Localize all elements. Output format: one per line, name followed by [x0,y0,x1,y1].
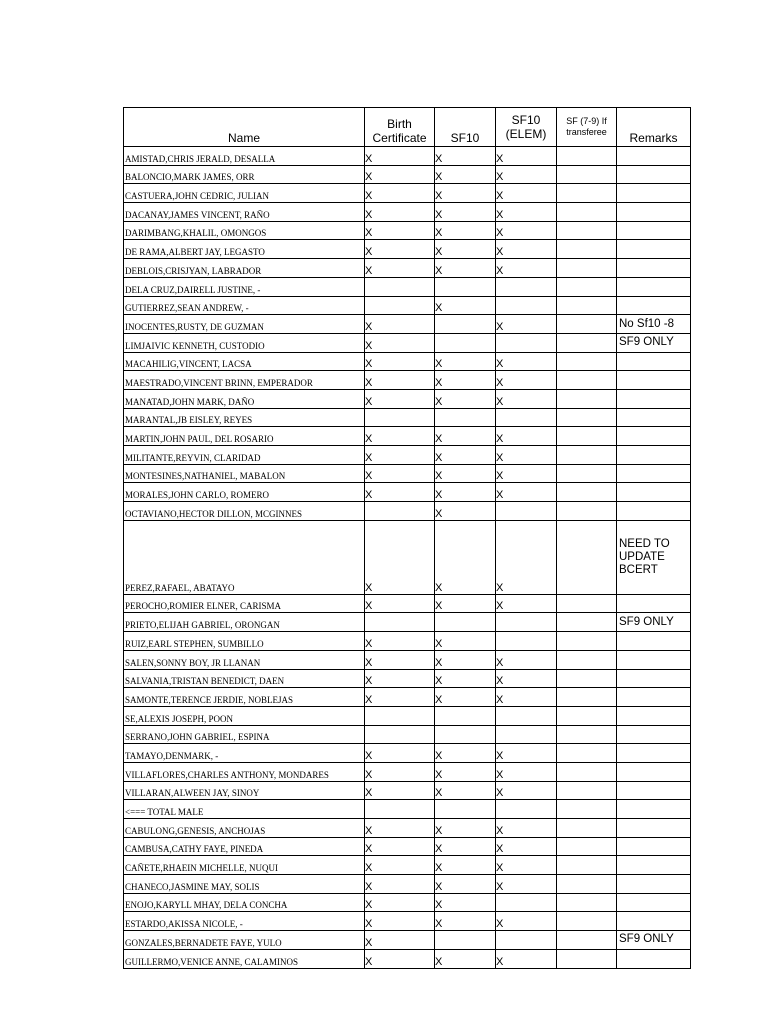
remarks-cell [617,594,691,613]
remarks-cell [617,949,691,968]
birth-certificate-cell [365,613,435,632]
table-row [124,856,691,875]
sf10-cell [435,800,496,819]
student-name-cell: DARIMBANG,KHALIL, OMONGOS [124,221,365,240]
birth-certificate-cell: X [365,446,435,465]
remarks-cell [617,502,691,521]
student-name-cell: MORALES,JOHN CARLO, ROMERO [124,483,365,502]
table-row [124,632,691,651]
table-row [124,165,691,184]
student-name-cell: CASTUERA,JOHN CEDRIC, JULIAN [124,184,365,203]
remarks-cell [617,688,691,707]
student-name-cell: MAESTRADO,VINCENT BRINN, EMPERADOR [124,371,365,390]
sf10-elem-cell [496,706,557,725]
sf79-cell [557,613,617,632]
sf10-cell [435,333,496,352]
student-name-cell: GUILLERMO,VENICE ANNE, CALAMINOS [124,949,365,968]
sf10-elem-cell: X [496,949,557,968]
birth-certificate-cell: X [365,333,435,352]
remarks-cell [617,706,691,725]
table-row [124,483,691,502]
remarks-cell [617,875,691,894]
sf10-elem-cell [496,296,557,315]
birth-certificate-cell: X [365,762,435,781]
student-name-cell: CHANECO,JASMINE MAY, SOLIS [124,875,365,894]
table-row [124,147,691,166]
student-name-cell: GUTIERREZ,SEAN ANDREW, - [124,296,365,315]
birth-certificate-cell: X [365,650,435,669]
table-row [124,744,691,763]
birth-certificate-cell [365,277,435,296]
table-row [124,613,691,632]
table-row [124,352,691,371]
sf79-cell [557,165,617,184]
sf10-elem-cell: X [496,389,557,408]
sf10-cell: X [435,762,496,781]
birth-certificate-cell: X [365,856,435,875]
sf10-elem-cell [496,408,557,427]
sf10-elem-cell: X [496,446,557,465]
student-name-cell: CABULONG,GENESIS, ANCHOJAS [124,819,365,838]
sf10-elem-cell [496,333,557,352]
student-name-cell: PEROCHO,ROMIER ELNER, CARISMA [124,594,365,613]
table-row [124,650,691,669]
sf79-cell [557,856,617,875]
sf10-cell: X [435,632,496,651]
sf10-elem-cell: X [496,669,557,688]
remarks-cell [617,203,691,222]
sf79-cell [557,502,617,521]
table-row [124,594,691,613]
birth-certificate-cell: X [365,315,435,334]
remarks-cell [617,650,691,669]
remarks-cell: SF9 ONLY [617,931,691,950]
student-name-cell: MONTESINES,NATHANIEL, MABALON [124,464,365,483]
sf10-cell [435,613,496,632]
sf79-cell [557,389,617,408]
sf10-cell: X [435,949,496,968]
sf10-elem-cell: X [496,203,557,222]
sf10-elem-cell: X [496,352,557,371]
birth-certificate-cell: X [365,931,435,950]
sf10-elem-cell: X [496,819,557,838]
student-name-cell: CAMBUSA,CATHY FAYE, PINEDA [124,837,365,856]
remarks-cell [617,165,691,184]
student-name-cell: SALVANIA,TRISTAN BENEDICT, DAEN [124,669,365,688]
sf79-cell [557,800,617,819]
birth-certificate-cell: X [365,203,435,222]
sf10-cell: X [435,165,496,184]
remarks-cell [617,819,691,838]
remarks-cell [617,259,691,278]
sf10-elem-cell: X [496,762,557,781]
header-birth-certificate: Birth Certificate [365,108,435,147]
sf10-cell: X [435,912,496,931]
sf10-elem-cell: X [496,427,557,446]
remarks-cell [617,856,691,875]
birth-certificate-cell: X [365,147,435,166]
sf10-cell [435,706,496,725]
remarks-cell [617,371,691,390]
sf79-cell [557,819,617,838]
student-name-cell: PRIETO,ELIJAH GABRIEL, ORONGAN [124,613,365,632]
birth-certificate-cell: X [365,744,435,763]
sf10-cell: X [435,483,496,502]
sf10-elem-cell [496,800,557,819]
student-name-cell: RUIZ,EARL STEPHEN, SUMBILLO [124,632,365,651]
student-name-cell: MARANTAL,JB EISLEY, REYES [124,408,365,427]
sf10-cell: X [435,688,496,707]
birth-certificate-cell: X [365,483,435,502]
sf10-cell: X [435,184,496,203]
sf10-cell [435,277,496,296]
sf79-cell [557,931,617,950]
sf10-cell: X [435,502,496,521]
table-row [124,277,691,296]
header-name: Name [124,108,365,147]
remarks-cell: No Sf10 -8 [617,315,691,334]
sf10-elem-cell [496,725,557,744]
student-name-cell: SE,ALEXIS JOSEPH, POON [124,706,365,725]
birth-certificate-cell: X [365,632,435,651]
sf10-cell [435,408,496,427]
sf79-cell [557,464,617,483]
table-row [124,912,691,931]
sf79-cell [557,147,617,166]
birth-certificate-cell: X [365,688,435,707]
sf10-cell: X [435,427,496,446]
header-remarks: Remarks [617,108,691,147]
student-name-cell: DELA CRUZ,DAIRELL JUSTINE, - [124,277,365,296]
sf10-elem-cell: X [496,856,557,875]
table-row [124,221,691,240]
remarks-cell [617,912,691,931]
sf79-cell [557,427,617,446]
birth-certificate-cell: X [365,240,435,259]
header-sf79-transferee: SF (7-9) If transferee [557,108,617,147]
remarks-cell [617,427,691,446]
remarks-cell [617,184,691,203]
remarks-cell [617,464,691,483]
sf79-cell [557,893,617,912]
remarks-cell: NEED TO UPDATE BCERT [617,520,691,594]
sf79-cell [557,744,617,763]
sf10-elem-cell: X [496,650,557,669]
table-row [124,315,691,334]
remarks-cell [617,296,691,315]
birth-certificate-cell: X [365,389,435,408]
birth-certificate-cell: X [365,875,435,894]
sf10-cell: X [435,296,496,315]
remarks-cell [617,483,691,502]
sf10-cell: X [435,389,496,408]
sf79-cell [557,352,617,371]
birth-certificate-cell: X [365,949,435,968]
sf10-cell: X [435,837,496,856]
table-row [124,502,691,521]
student-name-cell: CAÑETE,RHAEIN MICHELLE, NUQUI [124,856,365,875]
sf10-cell [435,315,496,334]
sf79-cell [557,875,617,894]
birth-certificate-cell: X [365,520,435,594]
table-row [124,408,691,427]
sf79-cell [557,221,617,240]
student-name-cell: MILITANTE,REYVIN, CLARIDAD [124,446,365,465]
sf10-elem-cell: X [496,744,557,763]
student-name-cell: TAMAYO,DENMARK, - [124,744,365,763]
sf79-cell [557,315,617,334]
sf79-cell [557,296,617,315]
sf10-elem-cell: X [496,315,557,334]
sf79-cell [557,762,617,781]
remarks-cell [617,781,691,800]
sf10-elem-cell: X [496,912,557,931]
remarks-cell [617,240,691,259]
sf10-cell: X [435,893,496,912]
remarks-cell [617,800,691,819]
sf79-cell [557,669,617,688]
student-name-cell: DACANAY,JAMES VINCENT, RAÑO [124,203,365,222]
student-name-cell: DE RAMA,ALBERT JAY, LEGASTO [124,240,365,259]
sf79-cell [557,781,617,800]
remarks-cell [617,744,691,763]
remarks-cell: SF9 ONLY [617,333,691,352]
sf79-cell [557,259,617,278]
birth-certificate-cell: X [365,165,435,184]
sf10-cell: X [435,352,496,371]
sf79-cell [557,520,617,594]
remarks-cell [617,893,691,912]
remarks-cell: SF9 ONLY [617,613,691,632]
student-name-cell: SALEN,SONNY BOY, JR LLANAN [124,650,365,669]
table-row [124,389,691,408]
table-row [124,203,691,222]
sf10-elem-cell: X [496,165,557,184]
remarks-cell [617,352,691,371]
remarks-cell [617,837,691,856]
birth-certificate-cell [365,296,435,315]
sf10-cell: X [435,744,496,763]
student-name-cell: <=== TOTAL MALE [124,800,365,819]
sf10-cell: X [435,669,496,688]
sf10-cell: X [435,819,496,838]
table-row [124,800,691,819]
sf10-cell: X [435,259,496,278]
remarks-cell [617,277,691,296]
student-documents-table [123,107,691,969]
sf10-cell: X [435,464,496,483]
sf79-cell [557,632,617,651]
sf10-cell: X [435,221,496,240]
sf10-cell: X [435,203,496,222]
header-row [124,108,691,147]
sf10-cell [435,725,496,744]
sf10-cell: X [435,594,496,613]
student-name-cell: OCTAVIANO,HECTOR DILLON, MCGINNES [124,502,365,521]
remarks-cell [617,632,691,651]
sf10-elem-cell: X [496,147,557,166]
sf10-cell: X [435,875,496,894]
birth-certificate-cell: X [365,781,435,800]
sf79-cell [557,240,617,259]
birth-certificate-cell: X [365,464,435,483]
sf10-elem-cell [496,893,557,912]
sf10-elem-cell [496,632,557,651]
birth-certificate-cell: X [365,427,435,446]
table-row [124,875,691,894]
birth-certificate-cell: X [365,259,435,278]
table-row [124,781,691,800]
sf10-elem-cell: X [496,688,557,707]
table-row [124,520,691,594]
student-name-cell: INOCENTES,RUSTY, DE GUZMAN [124,315,365,334]
table-row [124,669,691,688]
sf10-elem-cell: X [496,221,557,240]
remarks-cell [617,147,691,166]
birth-certificate-cell [365,408,435,427]
student-name-cell: BALONCIO,MARK JAMES, ORR [124,165,365,184]
remarks-cell [617,446,691,465]
table-row [124,259,691,278]
sf10-cell: X [435,856,496,875]
remarks-cell [617,669,691,688]
sf79-cell [557,650,617,669]
sf10-elem-cell: X [496,781,557,800]
table-row [124,949,691,968]
remarks-cell [617,221,691,240]
sf79-cell [557,837,617,856]
birth-certificate-cell: X [365,184,435,203]
table-row [124,446,691,465]
table-row [124,296,691,315]
sf10-cell: X [435,650,496,669]
sf10-elem-cell: X [496,837,557,856]
birth-certificate-cell: X [365,221,435,240]
sf10-cell: X [435,240,496,259]
table-row [124,837,691,856]
sf10-cell [435,931,496,950]
student-name-cell: LIMJAIVIC KENNETH, CUSTODIO [124,333,365,352]
student-name-cell: ENOJO,KARYLL MHAY, DELA CONCHA [124,893,365,912]
student-name-cell: SERRANO,JOHN GABRIEL, ESPINA [124,725,365,744]
birth-certificate-cell: X [365,893,435,912]
student-name-cell: SAMONTE,TERENCE JERDIE, NOBLEJAS [124,688,365,707]
sf79-cell [557,203,617,222]
sf10-elem-cell: X [496,240,557,259]
sf10-elem-cell: X [496,483,557,502]
table-row [124,725,691,744]
table-row [124,688,691,707]
student-name-cell: MACAHILIG,VINCENT, LACSA [124,352,365,371]
remarks-cell [617,408,691,427]
sf10-elem-cell [496,277,557,296]
table-row [124,333,691,352]
sf79-cell [557,594,617,613]
sf10-cell: X [435,446,496,465]
table-row [124,371,691,390]
sf10-elem-cell: X [496,464,557,483]
sf10-cell: X [435,520,496,594]
table-row [124,240,691,259]
remarks-cell [617,389,691,408]
birth-certificate-cell: X [365,669,435,688]
remarks-cell [617,725,691,744]
birth-certificate-cell [365,800,435,819]
table-row [124,464,691,483]
sf10-elem-cell: X [496,371,557,390]
student-name-cell: PEREZ,RAFAEL, ABATAYO [124,520,365,594]
sf10-elem-cell: X [496,594,557,613]
birth-certificate-cell: X [365,837,435,856]
table-row [124,819,691,838]
table-row [124,184,691,203]
birth-certificate-cell [365,706,435,725]
sf79-cell [557,371,617,390]
sf79-cell [557,688,617,707]
student-name-cell: ESTARDO,AKISSA NICOLE, - [124,912,365,931]
student-name-cell: MARTIN,JOHN PAUL, DEL ROSARIO [124,427,365,446]
remarks-cell [617,762,691,781]
sf10-elem-cell: X [496,520,557,594]
header-sf10-elem: SF10 (ELEM) [496,108,557,147]
table-body [124,147,691,969]
table-row [124,427,691,446]
student-name-cell: AMISTAD,CHRIS JERALD, DESALLA [124,147,365,166]
sf10-elem-cell [496,931,557,950]
sf10-elem-cell [496,502,557,521]
sf10-cell: X [435,781,496,800]
sf10-cell: X [435,371,496,390]
student-name-cell: MANATAD,JOHN MARK, DAÑO [124,389,365,408]
sf79-cell [557,277,617,296]
sf79-cell [557,408,617,427]
sf79-cell [557,333,617,352]
student-name-cell: VILLARAN,ALWEEN JAY, SINOY [124,781,365,800]
birth-certificate-cell [365,502,435,521]
sf79-cell [557,184,617,203]
sf10-elem-cell: X [496,184,557,203]
sf79-cell [557,706,617,725]
sf10-elem-cell: X [496,259,557,278]
table-row [124,931,691,950]
sf10-elem-cell: X [496,875,557,894]
table-row [124,706,691,725]
sf79-cell [557,912,617,931]
header-sf10: SF10 [435,108,496,147]
sf10-elem-cell [496,613,557,632]
sf79-cell [557,725,617,744]
sf79-cell [557,949,617,968]
table-row [124,762,691,781]
student-name-cell: DEBLOIS,CRISJYAN, LABRADOR [124,259,365,278]
student-name-cell: GONZALES,BERNADETE FAYE, YULO [124,931,365,950]
birth-certificate-cell: X [365,594,435,613]
birth-certificate-cell: X [365,819,435,838]
sf79-cell [557,483,617,502]
table-row [124,893,691,912]
birth-certificate-cell: X [365,371,435,390]
student-name-cell: VILLAFLORES,CHARLES ANTHONY, MONDARES [124,762,365,781]
sf10-cell: X [435,147,496,166]
sf79-cell [557,446,617,465]
birth-certificate-cell: X [365,352,435,371]
birth-certificate-cell [365,725,435,744]
birth-certificate-cell: X [365,912,435,931]
